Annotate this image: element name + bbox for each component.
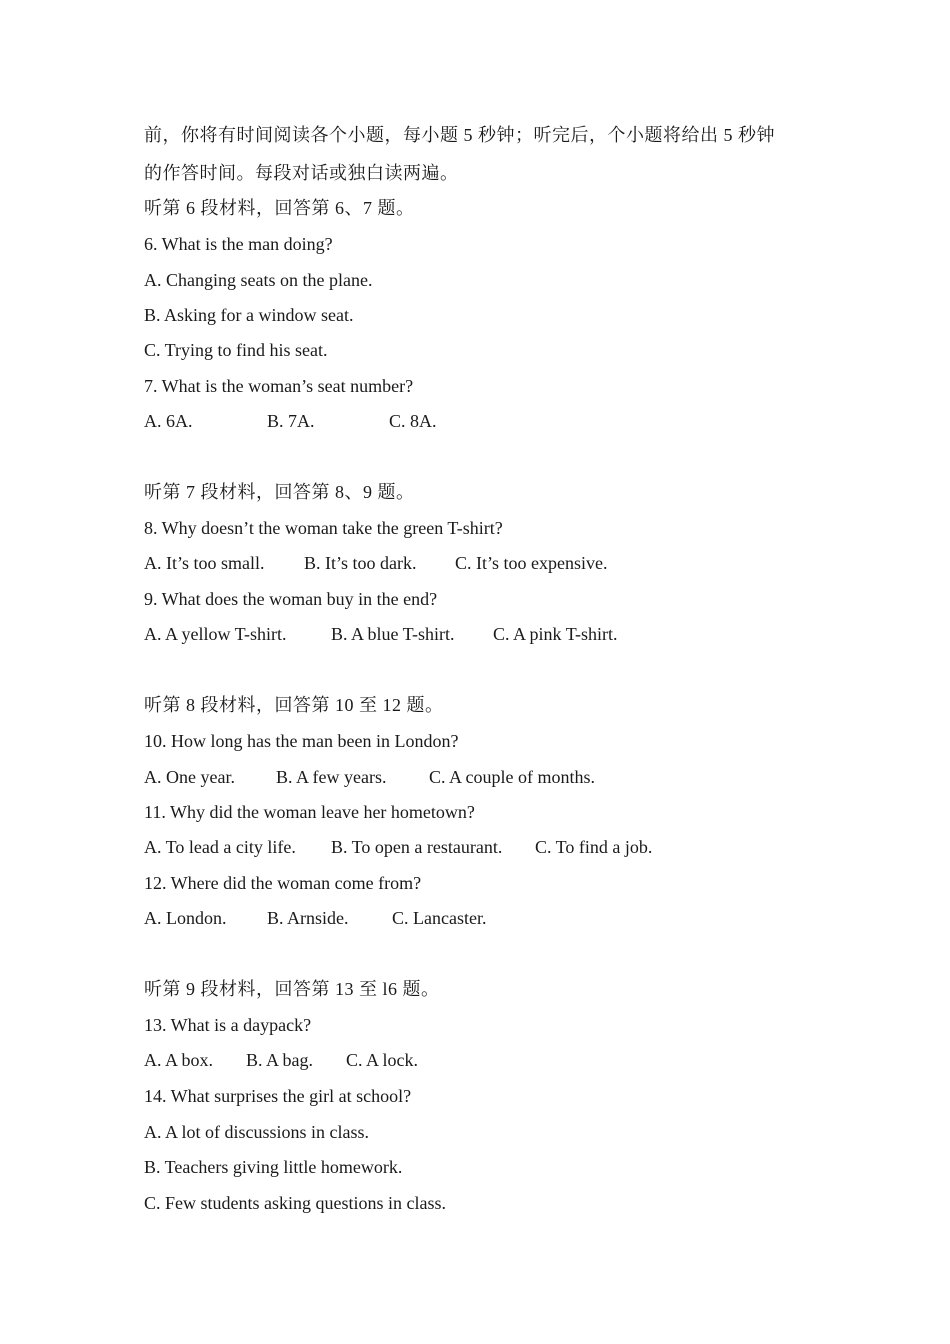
question-stem: 11. Why did the woman leave her hometown?	[144, 802, 475, 822]
question-stem: 13. What is a daypack?	[144, 1015, 312, 1035]
option-c: C. To find a job.	[535, 837, 653, 857]
option-a: A. A box.	[144, 1050, 214, 1070]
question-stem: 10. How long has the man been in London?	[144, 731, 459, 751]
option-a: A. It’s too small.	[144, 553, 265, 573]
option-b: B. Asking for a window seat.	[144, 305, 354, 325]
option-b: B. Arnside.	[267, 908, 349, 928]
section-heading: 听第 8 段材料，回答第 10 至 12 题。	[144, 695, 444, 715]
option-a: A. London.	[144, 908, 227, 928]
option-c: C. Lancaster.	[392, 908, 487, 928]
question-stem: 7. What is the woman’s seat number?	[144, 376, 414, 396]
question-stem: 12. Where did the woman come from?	[144, 873, 422, 893]
question-stem: 9. What does the woman buy in the end?	[144, 589, 438, 609]
option-c: C. A couple of months.	[429, 767, 595, 787]
option-b: B. A blue T-shirt.	[331, 624, 455, 644]
option-c: C. It’s too expensive.	[455, 553, 608, 573]
option-c: C. Trying to find his seat.	[144, 340, 328, 360]
question-stem: 6. What is the man doing?	[144, 234, 333, 254]
option-b: B. A bag.	[246, 1050, 314, 1070]
intro-line-2: 的作答时间。每段对话或独白读两遍。	[144, 163, 459, 183]
option-b: B. It’s too dark.	[304, 553, 417, 573]
option-c: C. Few students asking questions in class.	[144, 1193, 446, 1213]
option-a: A. A yellow T-shirt.	[144, 624, 287, 644]
option-a: A. One year.	[144, 767, 235, 787]
question-stem: 8. Why doesn’t the woman take the green T-shirt?	[144, 518, 503, 538]
option-a: A. Changing seats on the plane.	[144, 270, 373, 290]
option-b: B. Teachers giving little homework.	[144, 1157, 403, 1177]
section-heading: 听第 6 段材料，回答第 6、7 题。	[144, 198, 415, 218]
option-a: A. To lead a city life.	[144, 837, 296, 857]
option-a: A. 6A.	[144, 411, 193, 431]
option-b: B. A few years.	[276, 767, 387, 787]
option-b: B. To open a restaurant.	[331, 837, 503, 857]
option-c: C. 8A.	[389, 411, 437, 431]
option-a: A. A lot of discussions in class.	[144, 1122, 370, 1142]
option-b: B. 7A.	[267, 411, 315, 431]
intro-line-1: 前，你将有时间阅读各个小题，每小题 5 秒钟；听完后，个小题将给出 5 秒钟	[144, 125, 775, 145]
section-heading: 听第 7 段材料，回答第 8、9 题。	[144, 482, 415, 502]
section-heading: 听第 9 段材料，回答第 13 至 l6 题。	[144, 979, 440, 999]
option-c: C. A lock.	[346, 1050, 419, 1070]
option-c: C. A pink T-shirt.	[493, 624, 618, 644]
question-stem: 14. What surprises the girl at school?	[144, 1086, 412, 1106]
